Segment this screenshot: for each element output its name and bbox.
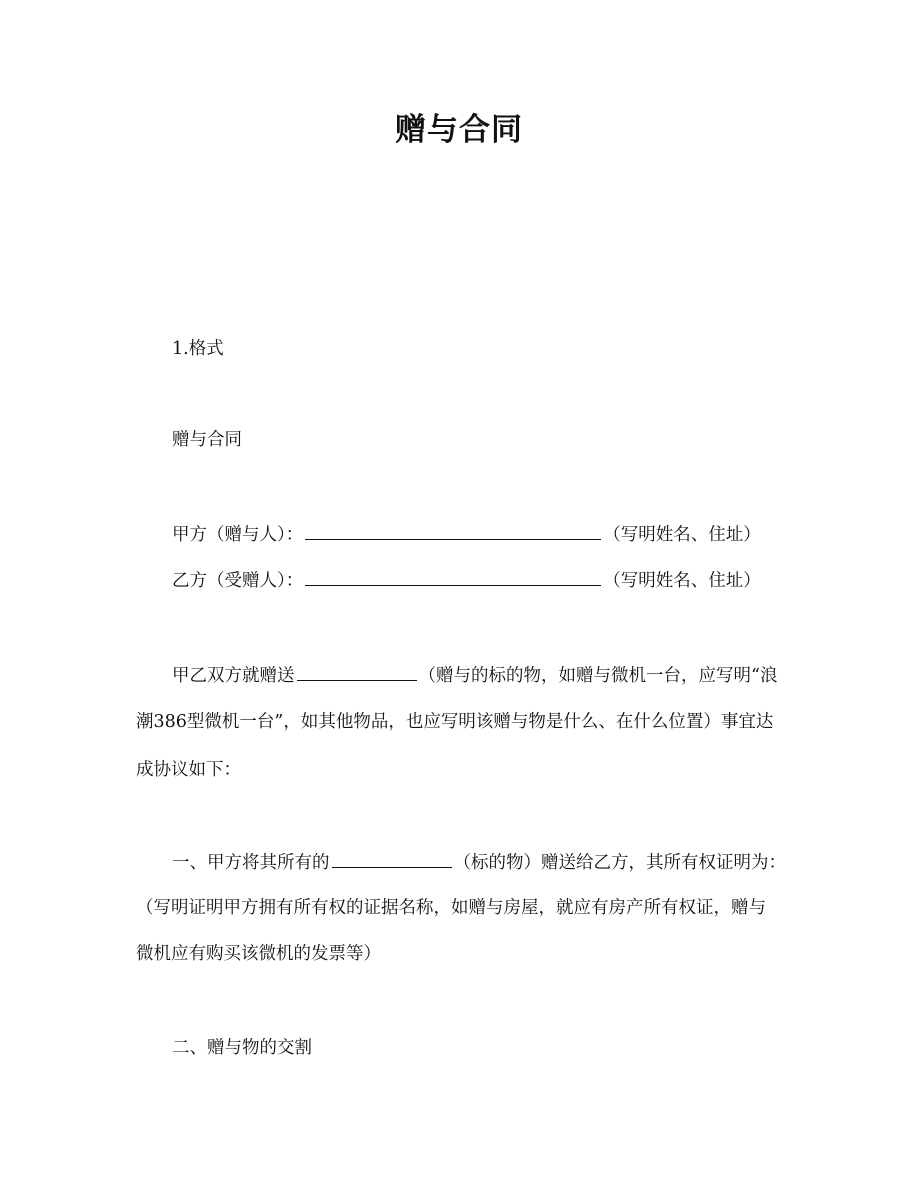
clause-1-blank	[332, 848, 452, 868]
clause-1-line-1	[172, 848, 786, 876]
contract-subtitle: 赠与合同	[172, 430, 242, 450]
party-b-note: （写明姓名、住址）	[603, 571, 761, 591]
party-b-blank	[305, 566, 601, 586]
party-b-line	[172, 566, 761, 594]
party-a-note: （写明姓名、住址）	[603, 525, 761, 545]
gift-item-blank	[297, 661, 417, 681]
document-title: 赠与合同	[395, 112, 523, 148]
section-format-heading: 1.格式	[172, 339, 224, 359]
intro-suffix: （赠与的标的物，如赠与微机一台，应写明“浪	[418, 666, 778, 686]
clause-1-suffix: （标的物）赠送给乙方，其所有权证明为：	[453, 853, 786, 873]
clause-1-line-2: （写明证明甲方拥有所有权的证据名称，如赠与房屋，就应有房产所有权证，赠与	[136, 898, 766, 918]
clause-2-heading: 二、赠与物的交割	[172, 1038, 312, 1058]
party-b-label: 乙方（受赠人）：	[172, 571, 304, 591]
clause-1-prefix: 一、甲方将其所有的	[172, 853, 330, 873]
intro-line-1	[172, 661, 777, 689]
party-a-label: 甲方（赠与人）：	[172, 525, 304, 545]
party-a-line	[172, 520, 761, 548]
intro-prefix: 甲乙双方就赠送	[172, 666, 295, 686]
party-a-blank	[305, 520, 601, 540]
intro-line-2: 潮386型微机一台”，如其他物品，也应写明该赠与物是什么、在什么位置）事宜达	[136, 712, 774, 732]
clause-1-line-3: 微机应有购买该微机的发票等）	[136, 944, 381, 964]
intro-line-3: 成协议如下：	[136, 760, 241, 780]
